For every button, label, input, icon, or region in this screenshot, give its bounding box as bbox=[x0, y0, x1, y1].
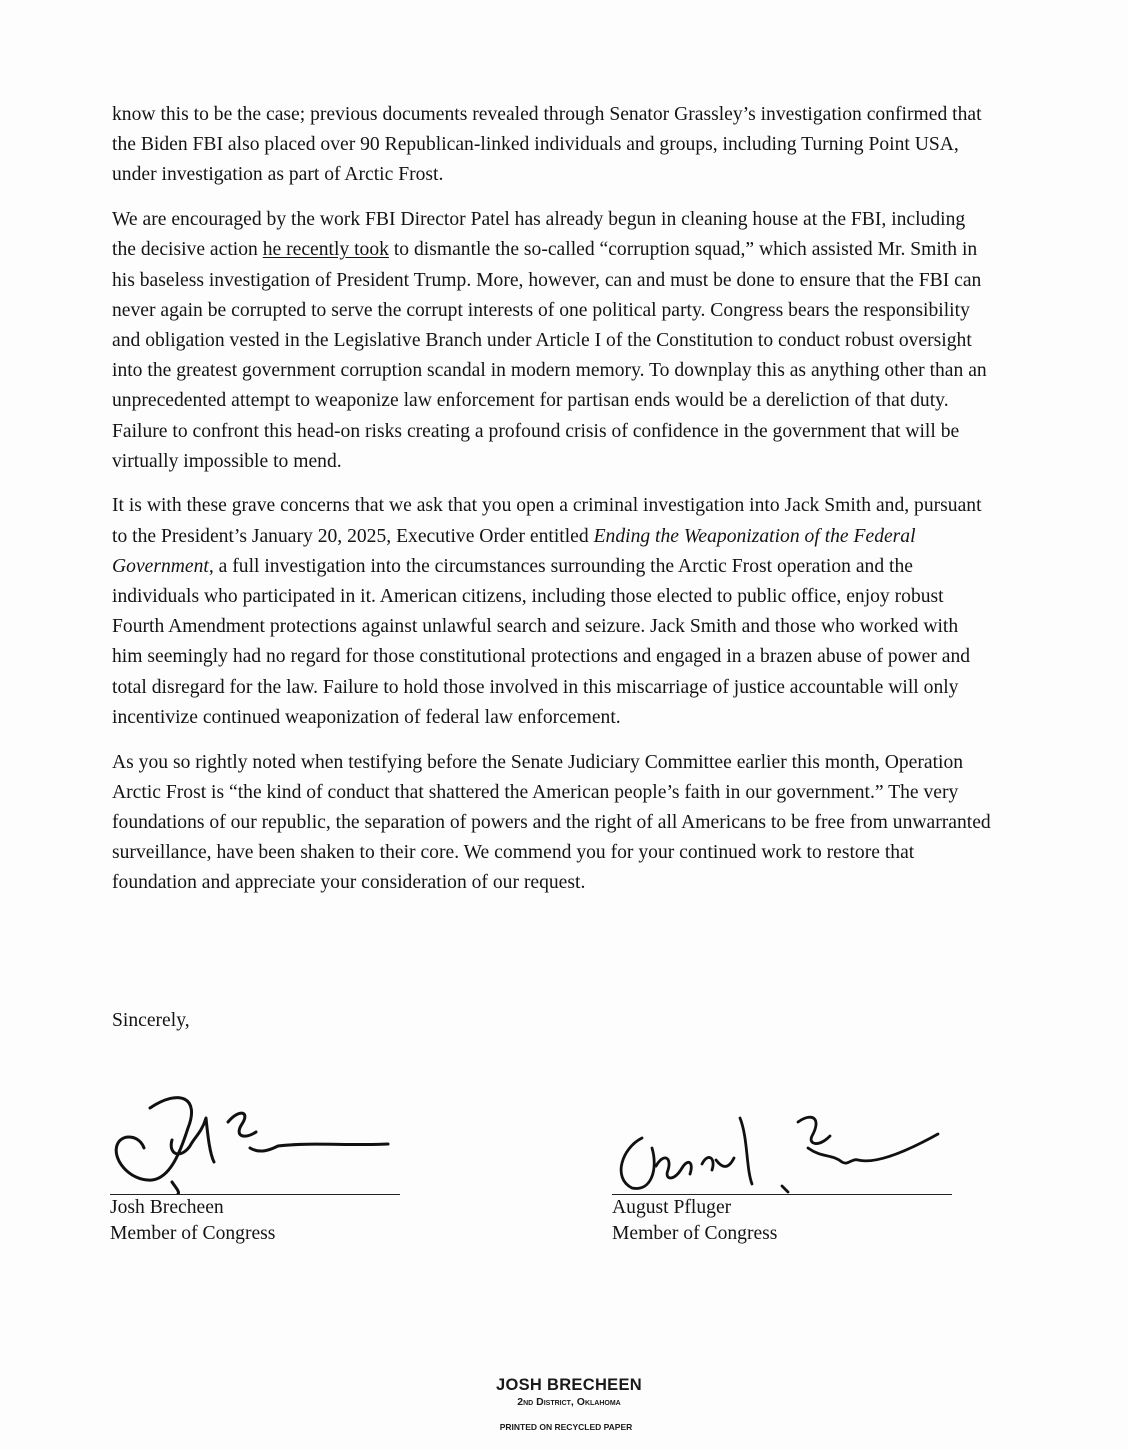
executive-order-title: Ending the Weaponization of the Federal Government, bbox=[112, 525, 916, 577]
signatory-name: August Pfluger bbox=[612, 1197, 732, 1218]
handwritten-signature-pfluger bbox=[612, 1088, 952, 1194]
signatory-role: Member of Congress bbox=[612, 1223, 778, 1244]
signatory-name: Josh Brecheen bbox=[110, 1197, 224, 1218]
signature-block-brecheen bbox=[110, 1088, 400, 1247]
paragraph-2-text-end: to dismantle the so-called “corruption squad,” which assisted Mr. Smith in his baseless investigation of President Trump. More, however, can and must be done to ensure that the FBI can never again be corrupted to serve the corrupt interests of one political party. Congress bears the responsibility and obligation vested in the Legislative Branch under Article I of the Constitution to conduct robust oversight into the greatest government corruption scandal in modern memory. To downplay this as anything other than an unprecedented attempt to weaponize law enforcement for partisan ends would be a dereliction of that duty. Failure to confront this head-on risks creating a profound crisis of confidence in the government that will be virtually impossible to mend. bbox=[112, 239, 987, 472]
letterhead-footer bbox=[0, 1376, 1128, 1432]
paragraph-3 bbox=[112, 491, 992, 733]
handwritten-signature-brecheen bbox=[110, 1088, 400, 1194]
paragraph-4: As you so rightly noted when testifying before the Senate Judiciary Committee earlier this month, Operation Arctic Frost is “the kind of conduct that shattered the American people’s faith in our government.” The very foundations of our republic, the separation of powers and the right of all Americans to be free from unwarranted surveillance, have been shaken to their core. We commend you for your continued work to restore that foundation and appreciate your consideration of our request. bbox=[112, 751, 991, 894]
closing-salutation: Sincerely, bbox=[112, 1010, 190, 1031]
signatory-role: Member of Congress bbox=[110, 1223, 276, 1244]
paragraph-3-text-start: It is with these grave concerns that we ask that you open a criminal investigation into Jack Smith and, pursuant to the President’s January 20, 2025, Executive Order entitled bbox=[112, 495, 982, 547]
paragraph-2-text-start: We are encouraged by the work FBI Director Patel has already begun in cleaning house at the FBI, including the decisive action bbox=[112, 209, 966, 261]
recycled-paper-notice: PRINTED ON RECYCLED PAPER bbox=[499, 1422, 633, 1432]
paragraph-1: know this to be the case; previous documents revealed through Senator Grassley’s investigation confirmed that the Biden FBI also placed over 90 Republican-linked individuals and groups, including Turning Point USA, under investigation as part of Arctic Frost. bbox=[112, 104, 982, 186]
paragraph-3-text-end: a full investigation into the circumstances surrounding the Arctic Frost operation and the individuals who participated in it. American citizens, including those elected to public office, enjoy robust Fourth Amendment protections against unlawful search and seizure. Jack Smith and those who worked with him seemingly had no regard for those constitutional protections and engaged in a brazen abuse of power and total disregard for the law. Failure to hold those involved in this miscarriage of justice accountable will only incentivize continued weaponization of federal law enforcement. bbox=[112, 555, 971, 728]
office-name: JOSH BRECHEEN bbox=[495, 1376, 642, 1394]
recently-took-link[interactable]: he recently took bbox=[262, 239, 389, 261]
paragraph-2 bbox=[112, 205, 992, 477]
signature-block-pfluger bbox=[612, 1088, 952, 1247]
letter-body bbox=[112, 100, 992, 913]
district-label: 2nd District, Oklahoma bbox=[517, 1396, 621, 1408]
